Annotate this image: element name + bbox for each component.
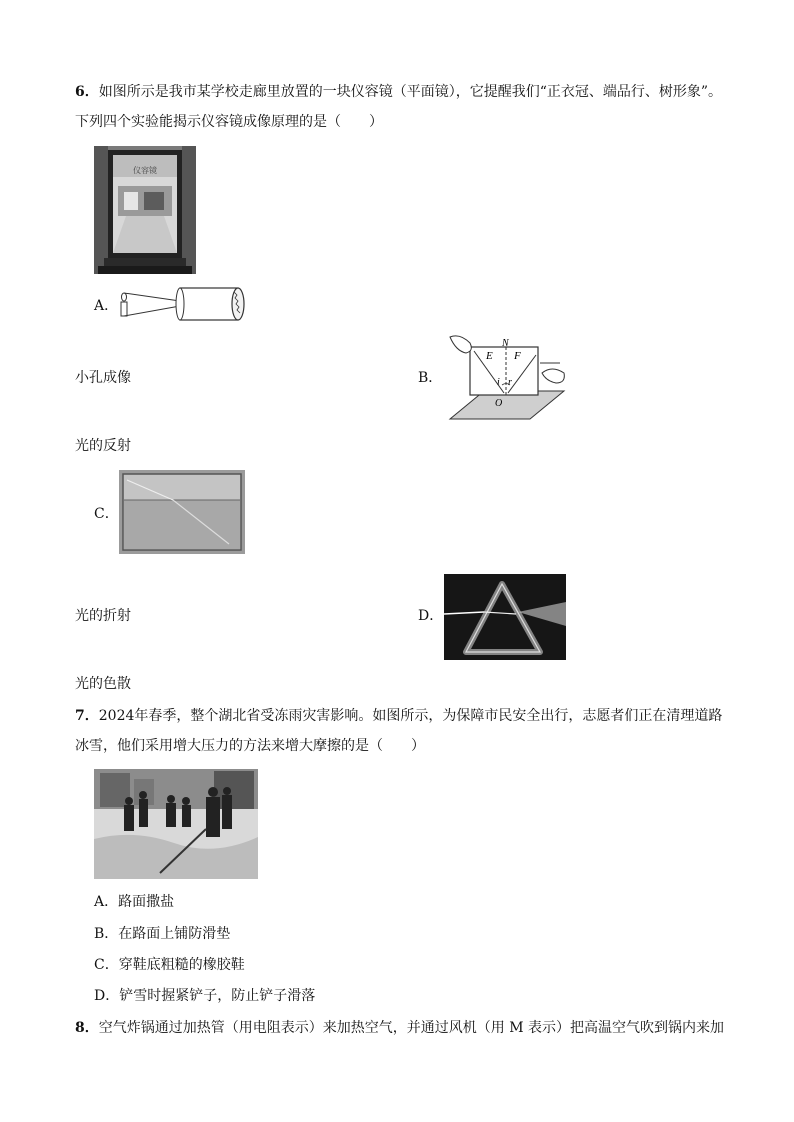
- q6-option-c-caption: 光的折射: [75, 608, 131, 624]
- q6-option-b-caption: 光的反射: [75, 438, 131, 454]
- q7-line2: 冰雪，他们采用增大压力的方法来增大摩擦的是（ ）: [75, 738, 425, 754]
- q6-line2: 下列四个实验能揭示仪容镜成像原理的是（ ）: [75, 114, 383, 130]
- label-n: N: [502, 338, 509, 349]
- q6-option-d-letter: D．: [418, 608, 444, 624]
- q8-line1: 8．空气炸锅通过加热管（用电阻表示）来加热空气，并通过风机（用 M 表示）把高温空气吹到锅内来加: [75, 1020, 724, 1036]
- q6-option-a-letter: A．: [94, 298, 119, 314]
- reflection-experiment-diagram: [444, 333, 570, 425]
- q6-option-c-letter: C．: [94, 506, 119, 522]
- mirror-sign-text: 仪容镜: [133, 166, 157, 175]
- q8-number: 8．: [75, 1020, 99, 1036]
- q7-option-b: B．在路面上铺防滑垫: [94, 926, 231, 942]
- q7-option-c: C．穿鞋底粗糙的橡胶鞋: [94, 957, 245, 973]
- snow-clearing-photo: [94, 769, 258, 879]
- q7-option-d: D．铲雪时握紧铲子，防止铲子滑落: [94, 988, 316, 1004]
- label-o: O: [495, 398, 503, 409]
- mirror-photo: [94, 146, 196, 274]
- q7-number: 7．: [75, 708, 99, 724]
- label-e: E: [486, 350, 493, 362]
- q6-line1: 6．如图所示是我市某学校走廊里放置的一块仪容镜（平面镜），它提醒我们“正衣冠、端品行、树形象”。: [75, 84, 723, 100]
- refraction-tank-photo: [119, 470, 245, 554]
- q6-option-b-letter: B．: [418, 370, 443, 386]
- q7-option-a: A．路面撒盐: [94, 894, 175, 910]
- q7-line1: 7．2024年春季，整个湖北省受冻雨灾害影响。如图所示，为保障市民安全出行，志愿者们正在清理道路: [75, 708, 723, 724]
- q6-number: 6．: [75, 84, 99, 100]
- label-f: F: [514, 350, 521, 362]
- prism-dispersion-photo: [444, 574, 566, 660]
- q6-option-d-caption: 光的色散: [75, 676, 131, 692]
- label-r: r: [508, 377, 512, 388]
- label-i: i: [497, 377, 500, 388]
- pinhole-camera-diagram: [118, 284, 248, 324]
- q6-option-a-caption: 小孔成像: [75, 370, 131, 386]
